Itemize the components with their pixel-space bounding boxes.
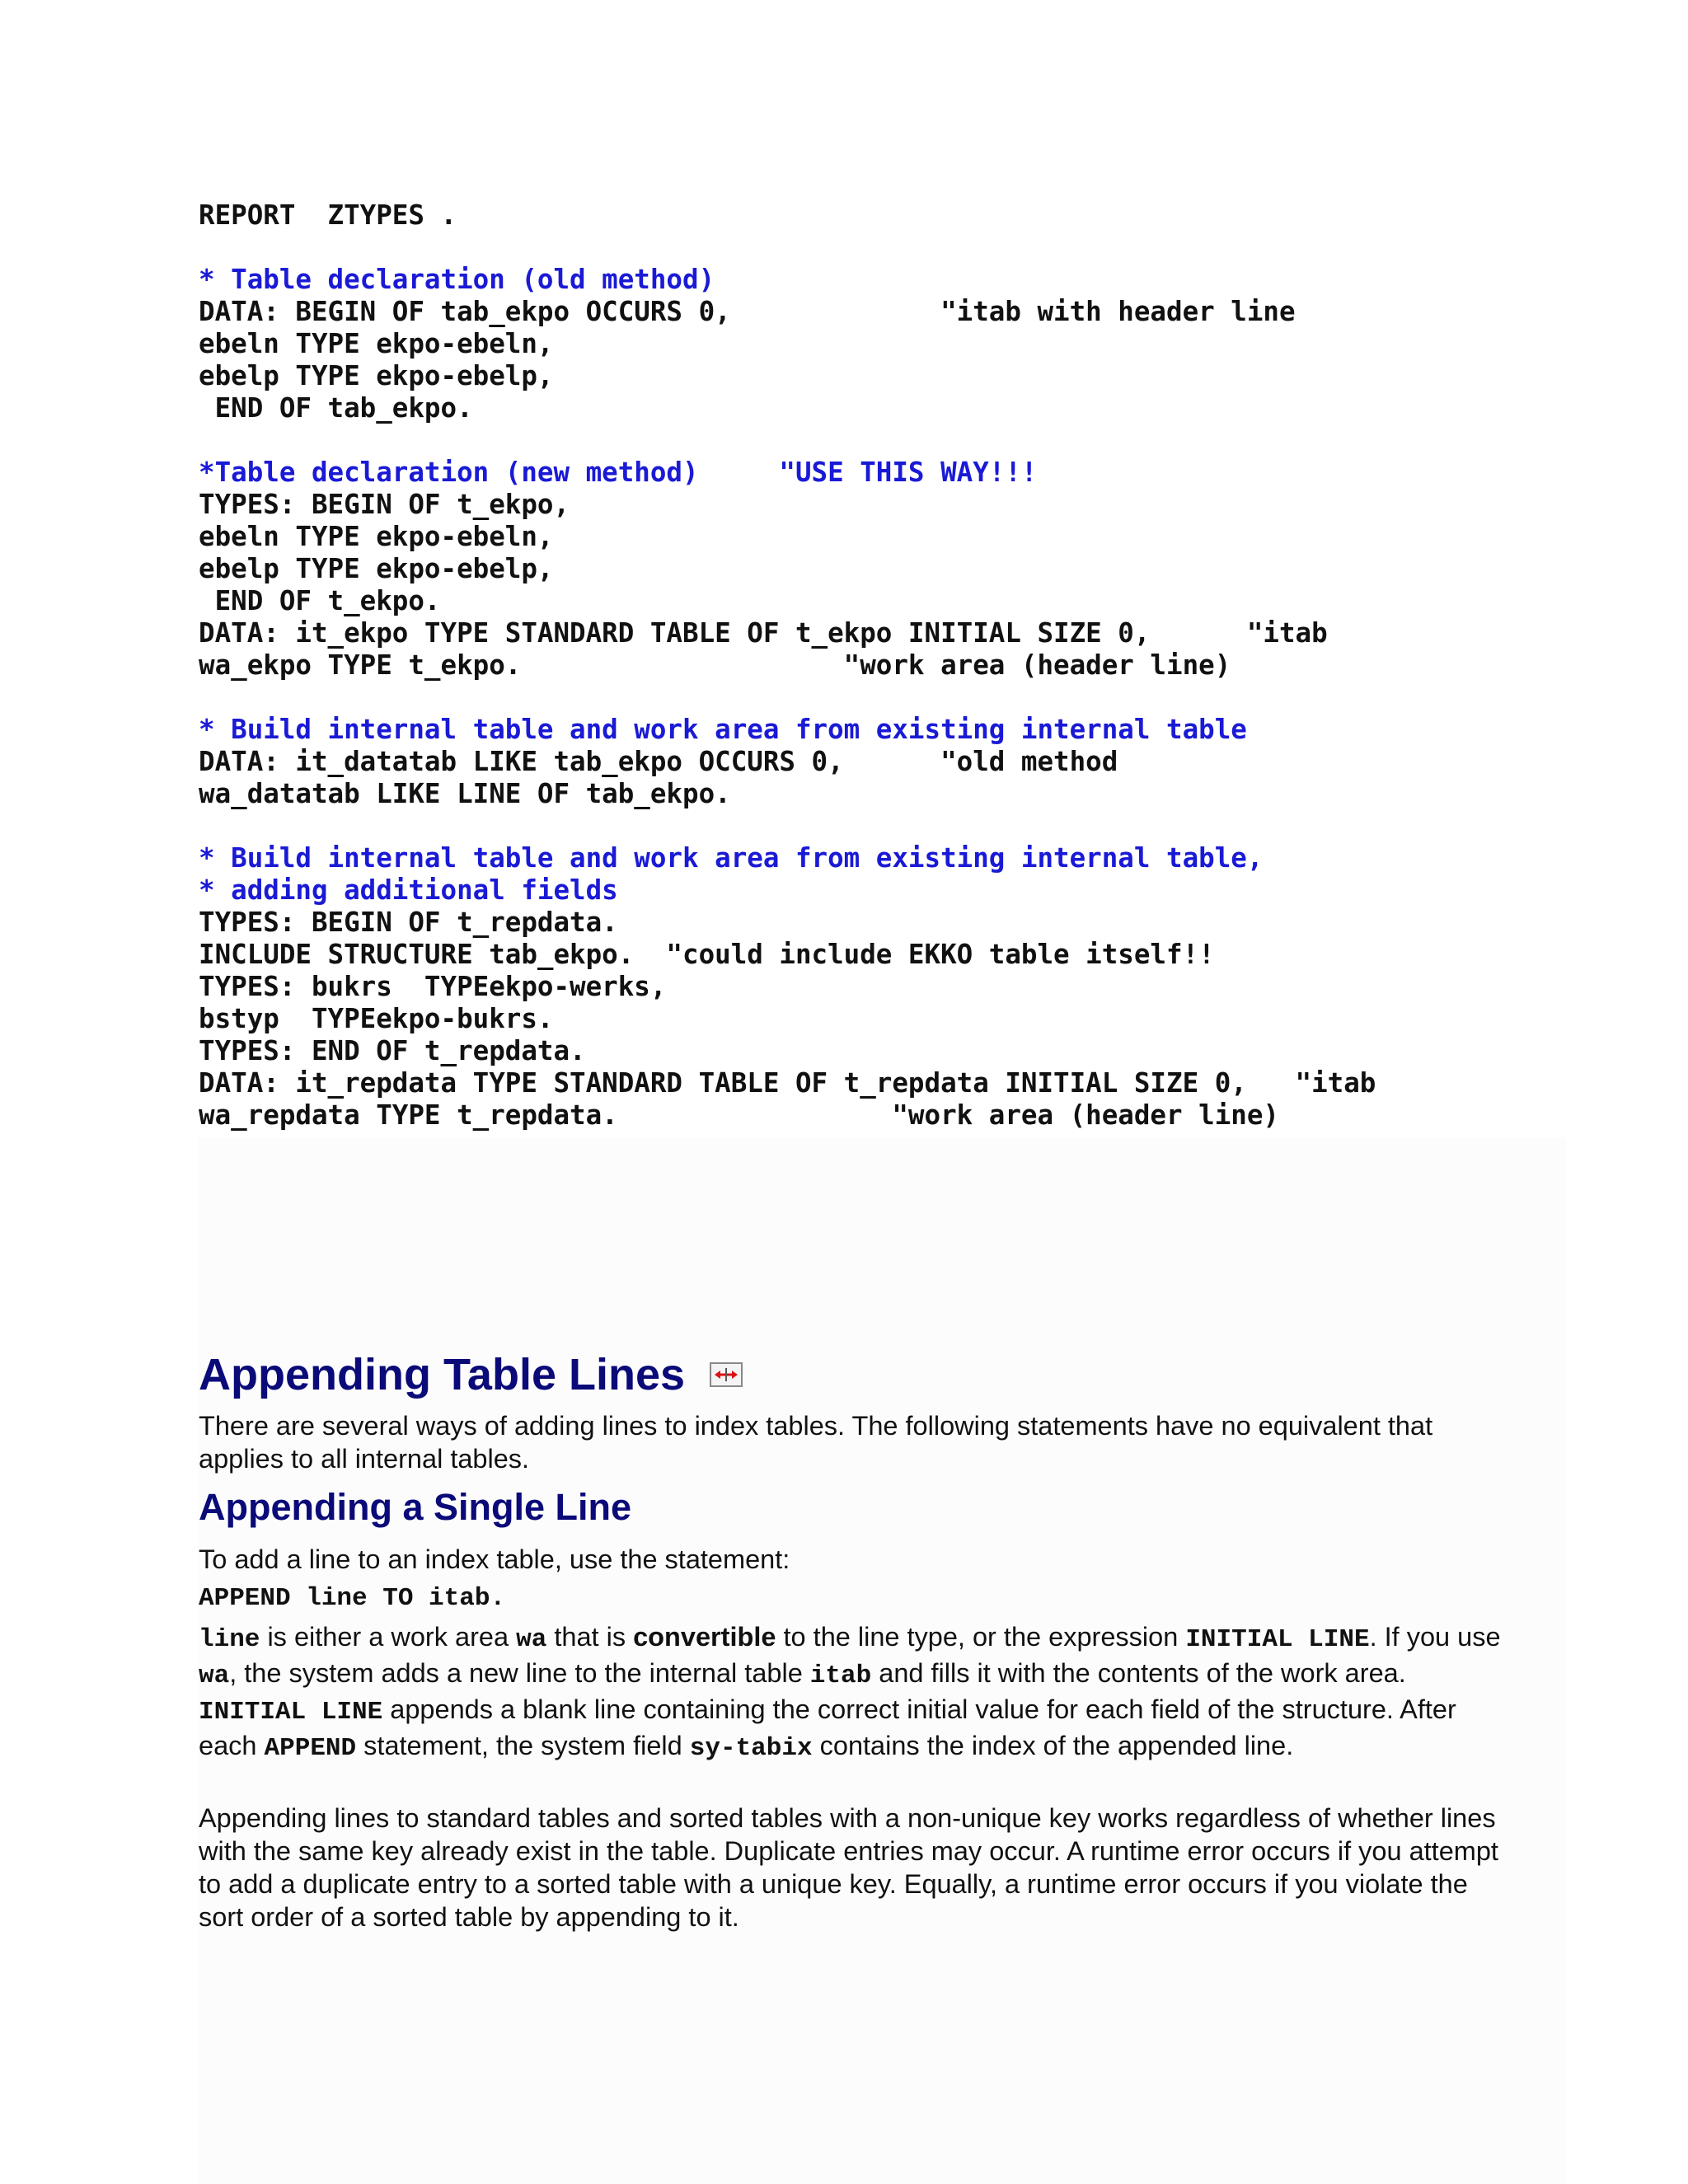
code-line: line — [199, 1625, 260, 1654]
append-statement-code: APPEND line TO itab. — [199, 1584, 506, 1613]
subsection-title: Appending a Single Line — [199, 1486, 632, 1528]
text-span: , the system adds a new line to the internal table — [229, 1658, 810, 1688]
code-line: ebeln TYPE ekpo-ebeln, — [199, 521, 554, 552]
text-span: is either a work area — [260, 1622, 517, 1652]
code-line: TYPES: BEGIN OF t_ekpo, — [199, 489, 570, 520]
jump-link-icon[interactable] — [710, 1362, 743, 1387]
code-wa: wa — [516, 1625, 547, 1654]
text-span: and fills it with the contents of the work area. — [871, 1658, 1406, 1688]
text-span: to the line type, or the expression — [776, 1622, 1186, 1652]
code-line: DATA: BEGIN OF tab_ekpo OCCURS 0, "itab with header line — [199, 296, 1296, 327]
code-line — [199, 682, 1376, 714]
code-line: TYPES: END OF t_repdata. — [199, 1035, 586, 1066]
text-span: appends a blank line containing the correct initial value for each field of the structure. After each — [199, 1694, 1456, 1760]
abap-code-block — [199, 199, 1376, 1132]
code-line: ebelp TYPE ekpo-ebelp, — [199, 553, 554, 584]
code-line: ebeln TYPE ekpo-ebeln, — [199, 328, 554, 359]
code-line: DATA: it_repdata TYPE STANDARD TABLE OF t_repdata INITIAL SIZE 0, "itab — [199, 1067, 1376, 1099]
code-line: DATA: it_datatab LIKE tab_ekpo OCCURS 0, "old method — [199, 746, 1118, 777]
code-line: bstyp TYPEekpo-bukrs. — [199, 1003, 554, 1034]
text-span: that is — [546, 1622, 634, 1652]
code-line: TYPES: BEGIN OF t_repdata. — [199, 907, 618, 938]
code-initial-line: INITIAL LINE — [199, 1698, 383, 1727]
code-initial-line: INITIAL LINE — [1185, 1625, 1370, 1654]
append-statement — [199, 1579, 1501, 1615]
code-line: wa_repdata TYPE t_repdata. "work area (header line) — [199, 1099, 1279, 1131]
code-line — [199, 424, 1376, 457]
use-statement-text: To add a line to an index table, use the statement: — [199, 1544, 790, 1574]
code-line: DATA: it_ekpo TYPE STANDARD TABLE OF t_ekpo INITIAL SIZE 0, "itab — [199, 617, 1328, 649]
code-line: INCLUDE STRUCTURE tab_ekpo. "could include EKKO table itself!! — [199, 939, 1215, 970]
code-wa: wa — [199, 1661, 230, 1690]
code-line: REPORT ZTYPES . — [199, 199, 457, 231]
code-sy-tabix: sy-tabix — [689, 1734, 813, 1763]
code-comment-line: *Table declaration (new method) "USE THIS WAY!!! — [199, 457, 1038, 488]
code-append: APPEND — [264, 1734, 357, 1763]
section-title — [199, 1348, 743, 1401]
code-comment-line: * Build internal table and work area from existing internal table, — [199, 842, 1264, 874]
code-line — [199, 232, 1376, 264]
section-title-text: Appending Table Lines — [199, 1350, 686, 1399]
text-span: statement, the system field — [356, 1731, 690, 1760]
code-line: wa_datatab LIKE LINE OF tab_ekpo. — [199, 778, 731, 809]
code-line: wa_ekpo TYPE t_ekpo. "work area (header line) — [199, 649, 1231, 681]
section-intro: There are several ways of adding lines to index tables. The following statements have no equivalent that applies to all internal tables. — [199, 1411, 1433, 1474]
code-line: END OF t_ekpo. — [199, 585, 441, 616]
code-itab: itab — [809, 1661, 872, 1690]
duplicate-entries-paragraph: Appending lines to standard tables and sorted tables with a non-unique key works regardless of whether lines with the same key already exist in the table. Duplicate entries may occur. A runtime error occurs if you attempt to add a duplicate entry to a sorted table with a unique key. Equally, a runtime error occurs if you violate the sort order of a sorted table by appending to it. — [199, 1803, 1498, 1932]
code-comment-line: * Build internal table and work area from existing internal table — [199, 714, 1247, 745]
text-span: contains the index of the appended line. — [812, 1731, 1294, 1760]
code-line — [199, 810, 1376, 842]
convertible-link[interactable]: convertible — [633, 1622, 776, 1652]
code-line: TYPES: bukrs TYPEekpo-werks, — [199, 971, 667, 1002]
code-line: END OF tab_ekpo. — [199, 392, 473, 424]
code-comment-line: * adding additional fields — [199, 874, 618, 906]
code-comment-line: * Table declaration (old method) — [199, 264, 715, 295]
code-line: ebelp TYPE ekpo-ebelp, — [199, 360, 554, 391]
append-description-paragraph — [199, 1620, 1501, 1765]
text-span: . If you use — [1369, 1622, 1501, 1652]
